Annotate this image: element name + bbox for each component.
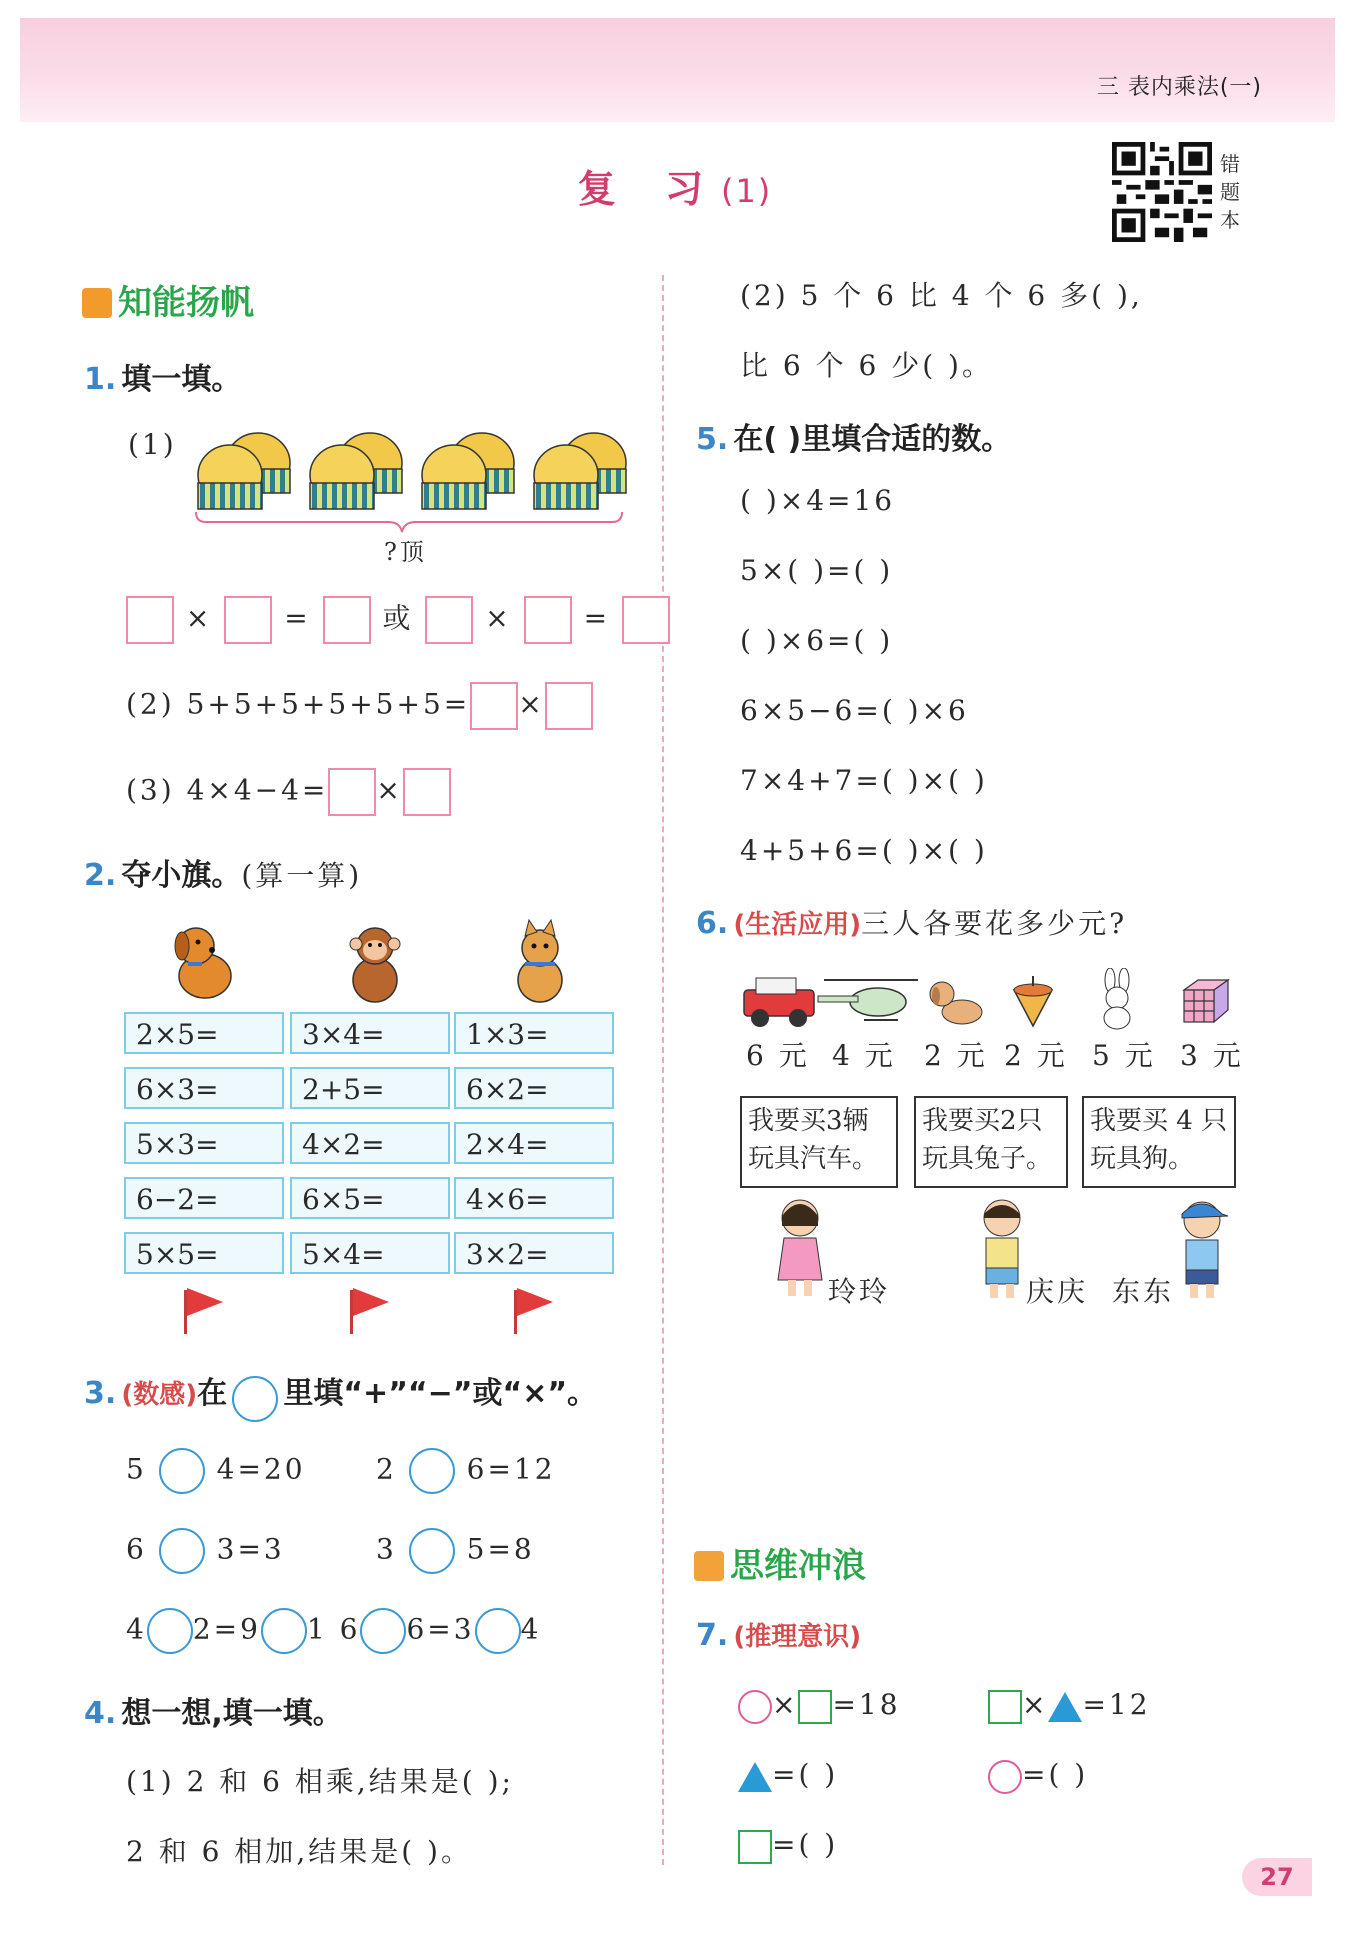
q2-heading: 2. 夺小旗。(算一算)	[84, 858, 363, 893]
page-number: 27	[1242, 1858, 1312, 1896]
hats-group	[190, 425, 630, 524]
calc-cell[interactable]: 2+5=	[290, 1067, 450, 1109]
name-lingling: 玲玲	[828, 1275, 891, 1308]
q7-ans-square: =( )	[738, 1828, 838, 1864]
q1-heading: 1. 填一填。	[84, 362, 242, 397]
q4-line1: (1) 2 和 6 相乘,结果是( );	[126, 1765, 514, 1798]
q5-line: 6×5−6=( )×6	[740, 694, 969, 727]
calc-cell[interactable]: 6×2=	[454, 1067, 614, 1109]
toy-rabbit-icon	[1092, 968, 1142, 1032]
calc-cell[interactable]: 1×3=	[454, 1012, 614, 1054]
hats-caption: ?顶	[384, 538, 427, 566]
calc-cell[interactable]: 3×4=	[290, 1012, 450, 1054]
q3-row3: 4 2=9 1 6 6=3 4	[126, 1608, 541, 1654]
price-label: 5 元	[1092, 1039, 1156, 1072]
calc-cell[interactable]: 6−2=	[124, 1177, 284, 1219]
answer-box[interactable]	[328, 768, 376, 816]
answer-box[interactable]	[323, 596, 371, 644]
toy-helicopter-icon	[814, 972, 924, 1032]
q7-heading: 7. (推理意识)	[696, 1618, 862, 1653]
answer-circle[interactable]	[261, 1608, 307, 1654]
toy-rubik-cube-icon	[1180, 976, 1232, 1028]
calc-cell[interactable]: 6×5=	[290, 1177, 450, 1219]
q4-line4: 比 6 个 6 少( )。	[740, 349, 993, 382]
answer-circle[interactable]	[475, 1608, 521, 1654]
answer-box[interactable]	[403, 768, 451, 816]
answer-box[interactable]	[524, 596, 572, 644]
symbol-circle	[232, 1376, 278, 1422]
q5-heading: 5. 在( )里填合适的数。	[696, 422, 1012, 457]
q3-row1: 5 4=20	[126, 1448, 306, 1494]
answer-box[interactable]	[470, 682, 518, 730]
q5-line: 4+5+6=( )×( )	[740, 834, 988, 867]
speech-bubble-lingling: 我要买3辆 玩具汽车。	[740, 1096, 898, 1188]
q3-row2b: 3 5=8	[376, 1528, 535, 1574]
flag-icon[interactable]	[517, 1288, 553, 1316]
answer-box[interactable]	[622, 596, 670, 644]
toy-dog-icon	[926, 972, 990, 1032]
price-label: 3 元	[1180, 1039, 1244, 1072]
triangle-shape-icon	[1048, 1692, 1082, 1722]
section-siwei: 思维冲浪	[694, 1538, 866, 1587]
speech-bubble-dongdong: 我要买 4 只 玩具狗。	[1082, 1096, 1236, 1188]
q1-part3: (3) 4×4−4= ×	[126, 768, 451, 816]
answer-box[interactable]	[126, 596, 174, 644]
answer-box[interactable]	[224, 596, 272, 644]
q1-part1-equation: × = 或 × =	[126, 596, 670, 644]
toy-car-icon	[740, 972, 820, 1032]
boy-qingqing-icon	[972, 1196, 1032, 1300]
sail-icon	[82, 288, 112, 318]
wave-icon	[694, 1551, 724, 1581]
calc-cell[interactable]: 5×5=	[124, 1232, 284, 1274]
column-divider	[662, 275, 664, 1865]
q5-line: 5×( )=( )	[740, 554, 894, 587]
toy-top-icon	[1008, 972, 1058, 1032]
answer-box[interactable]	[545, 682, 593, 730]
cat-icon	[495, 918, 585, 1008]
q3-row2: 6 3=3	[126, 1528, 285, 1574]
name-dongdong: 东东	[1112, 1275, 1175, 1308]
answer-circle[interactable]	[147, 1608, 193, 1654]
calc-cell[interactable]: 6×3=	[124, 1067, 284, 1109]
q7-ans-triangle: =( )	[738, 1758, 838, 1792]
calc-cell[interactable]: 4×2=	[290, 1122, 450, 1164]
answer-circle[interactable]	[409, 1448, 455, 1494]
q3-row1b: 2 6=12	[376, 1448, 556, 1494]
q7-eq2: × =12	[988, 1688, 1151, 1724]
q7-eq1: × =18	[738, 1688, 901, 1724]
calc-cell[interactable]: 2×4=	[454, 1122, 614, 1164]
qr-code-icon[interactable]	[1112, 142, 1212, 242]
answer-circle[interactable]	[360, 1608, 406, 1654]
boy-dongdong-icon	[1172, 1196, 1232, 1300]
monkey-icon	[330, 918, 420, 1008]
name-qingqing: 庆庆	[1026, 1275, 1089, 1308]
flag-icon[interactable]	[187, 1288, 223, 1316]
q4-heading: 4. 想一想,填一填。	[84, 1696, 343, 1731]
calc-cell[interactable]: 4×6=	[454, 1177, 614, 1219]
q6-heading: 6. (生活应用)三人各要花多少元?	[696, 906, 1128, 941]
calc-cell[interactable]: 5×4=	[290, 1232, 450, 1274]
answer-circle[interactable]	[159, 1528, 205, 1574]
flag-icon[interactable]	[353, 1288, 389, 1316]
chapter-title: 三 表内乘法(一)	[1096, 75, 1262, 100]
answer-circle[interactable]	[409, 1528, 455, 1574]
square-shape-icon	[738, 1830, 772, 1864]
qr-label: 错题本	[1220, 152, 1240, 232]
q1-part1-label: (1)	[128, 428, 177, 461]
q4-line2: 2 和 6 相加,结果是( )。	[126, 1835, 472, 1868]
q7-ans-circle: =( )	[988, 1758, 1088, 1794]
page-title: 复 习(1)	[577, 167, 773, 211]
calc-cell[interactable]: 3×2=	[454, 1232, 614, 1274]
price-label: 6 元	[746, 1039, 810, 1072]
dog-icon	[160, 918, 250, 1008]
triangle-shape-icon	[738, 1762, 772, 1792]
q4-line3: (2) 5 个 6 比 4 个 6 多( ),	[740, 279, 1143, 312]
answer-circle[interactable]	[159, 1448, 205, 1494]
price-label: 2 元	[1004, 1039, 1068, 1072]
circle-shape-icon	[988, 1760, 1022, 1794]
square-shape-icon	[988, 1690, 1022, 1724]
q5-line: ( )×6=( )	[740, 624, 894, 657]
circle-shape-icon	[738, 1690, 772, 1724]
q5-line: 7×4+7=( )×( )	[740, 764, 988, 797]
q3-heading: 3. (数感)在 里填“+”“−”或“×”。	[84, 1368, 597, 1422]
q5-line: ( )×4=16	[740, 484, 896, 517]
answer-box[interactable]	[425, 596, 473, 644]
price-label: 4 元	[832, 1039, 896, 1072]
price-label: 2 元	[924, 1039, 988, 1072]
speech-bubble-qingqing: 我要买2只 玩具兔子。	[914, 1096, 1068, 1188]
square-shape-icon	[798, 1690, 832, 1724]
calc-cell[interactable]: 5×3=	[124, 1122, 284, 1164]
q1-part2: (2) 5+5+5+5+5+5= ×	[126, 682, 593, 730]
calc-cell[interactable]: 2×5=	[124, 1012, 284, 1054]
girl-lingling-icon	[770, 1196, 830, 1300]
section-zhineng: 知能扬帆	[82, 275, 254, 324]
